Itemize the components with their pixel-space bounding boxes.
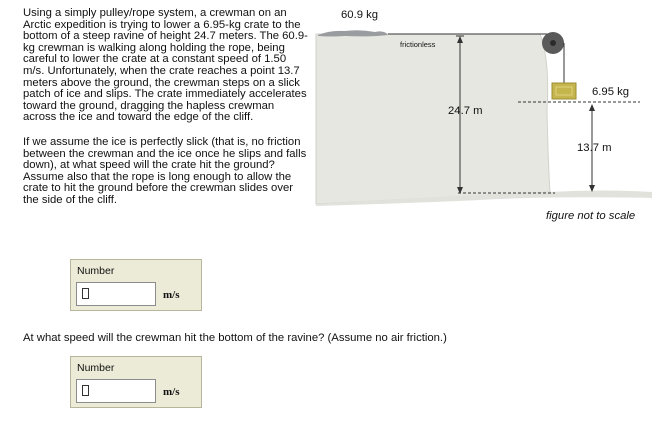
answer-2-input[interactable] — [76, 379, 156, 403]
cliff — [316, 34, 550, 204]
crate-height-label: 13.7 m — [577, 142, 612, 154]
input-cursor — [82, 385, 89, 396]
crewman-figure — [318, 30, 388, 36]
problem-paragraph-2: If we assume the ice is perfectly slick (that is, no friction between the crewman and the ice once he slips and falls down), at what speed will the crate hit the ground? Assume also that the rope is long enough to allow the crate to hit the ground before the crewman slides over the side of the cliff. — [23, 135, 307, 206]
answer-1-label: Number — [77, 265, 115, 277]
answer-2-unit: m/s — [163, 386, 180, 398]
scale-note: figure not to scale — [546, 210, 636, 222]
input-cursor — [82, 288, 89, 299]
answer-1-input[interactable] — [76, 282, 156, 306]
cliff-height-label: 24.7 m — [448, 105, 483, 117]
problem-paragraph-1: Using a simply pulley/rope system, a crewman on an Arctic expedition is trying to lower a 6.95-kg crate to the bottom of a steep ravine of height 24.7 meters. The 60.9-kg crewman is walking along holding the rope, being careful to lower the crate at a constant speed of 1.50 m/s. Unfortunately, when the crate reaches a point 13.7 meters above the ground, the crewman steps on a slick patch of ice and slips. The crate immediately accelerates toward the ground, dragging the hapless crewman across the ice and toward the edge of the cliff. — [23, 7, 308, 124]
crate — [552, 83, 576, 99]
crewman-mass-label: 60.9 kg — [341, 9, 379, 21]
frictionless-label: frictionless — [400, 40, 436, 49]
answer-box-2 — [70, 356, 202, 408]
answer-2-label: Number — [77, 362, 115, 374]
crate-mass-label: 6.95 kg — [592, 86, 630, 98]
question-2: At what speed will the crewman hit the bottom of the ravine? (Assume no air friction.) — [23, 332, 447, 344]
answer-box-1 — [70, 259, 202, 311]
answer-1-unit: m/s — [163, 289, 180, 301]
